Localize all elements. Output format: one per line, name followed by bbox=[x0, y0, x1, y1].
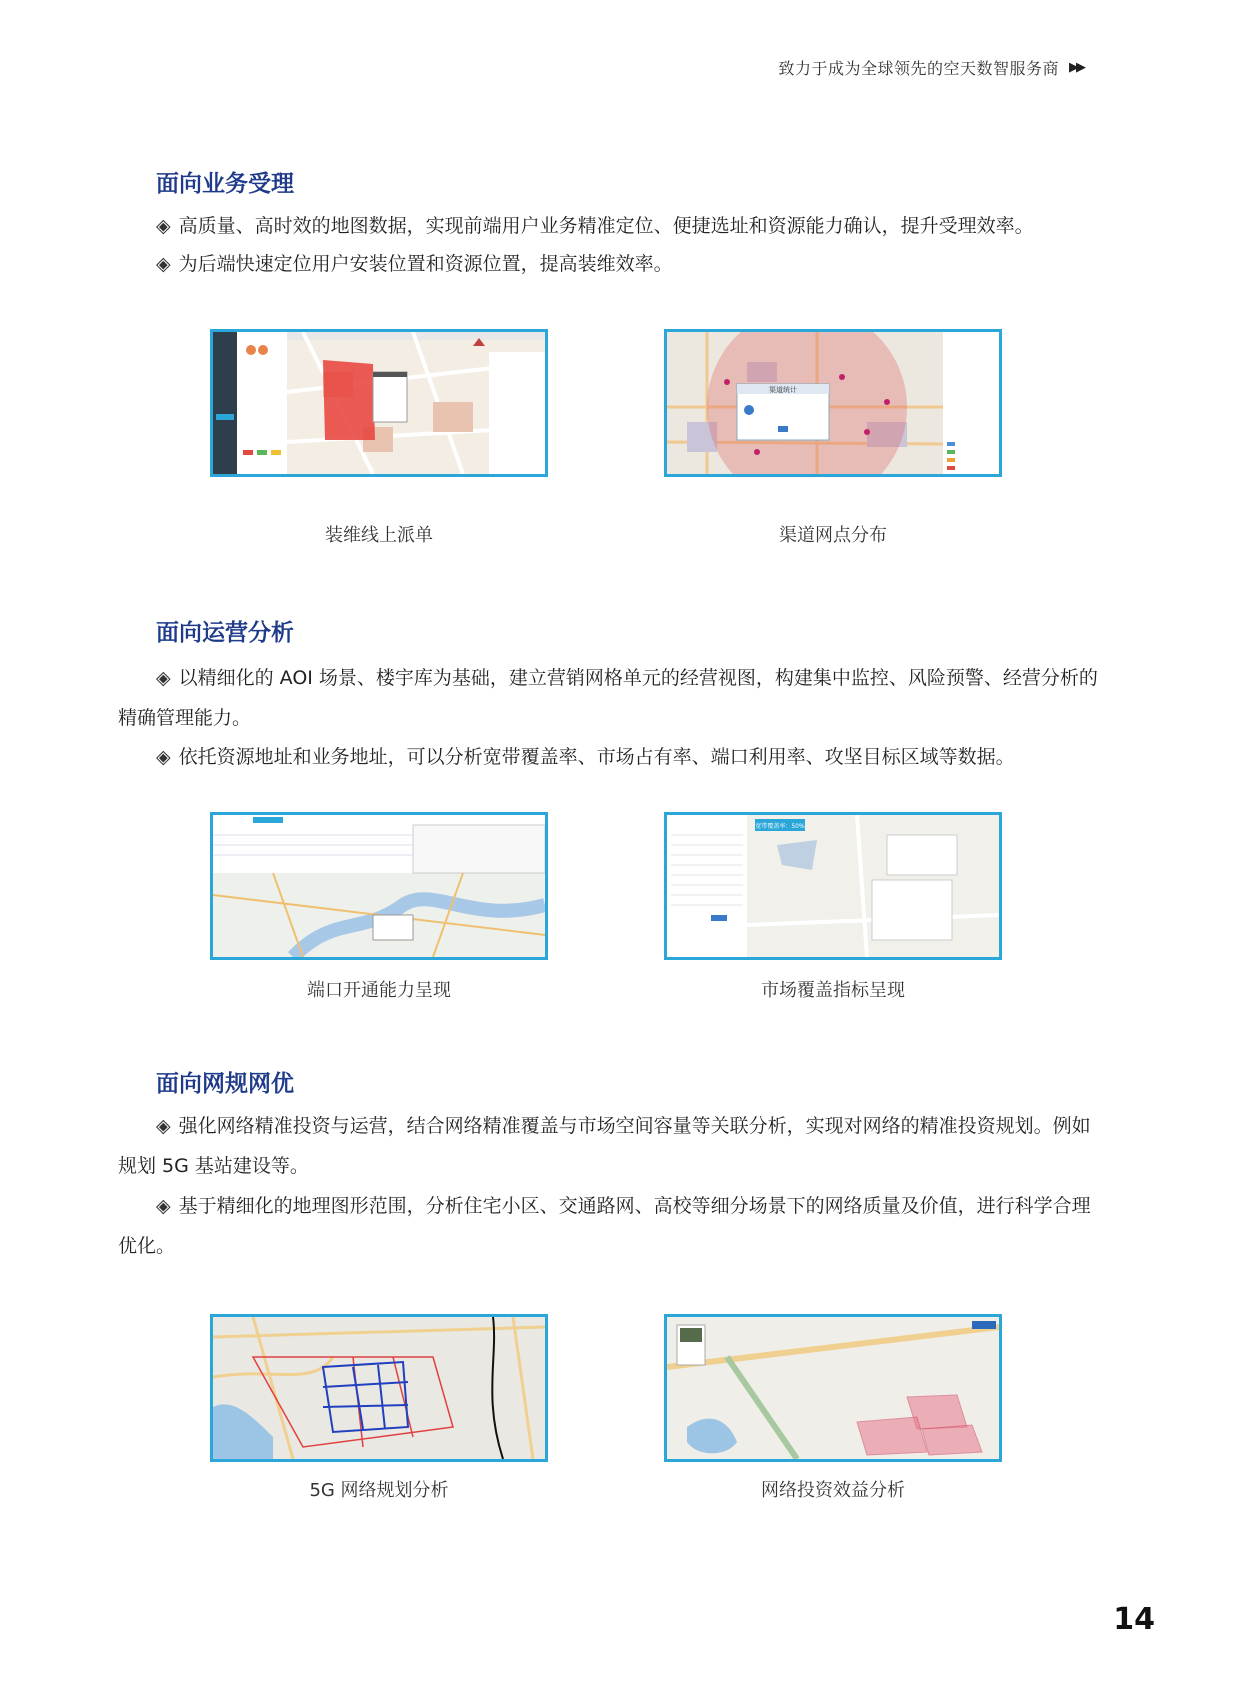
figure-caption: 市场覆盖指标呈现 bbox=[761, 980, 905, 1001]
figure-caption: 5G 网络规划分析 bbox=[309, 1480, 449, 1501]
paragraph: ◈ 高质量、高时效的地图数据，实现前端用户业务精准定位、便捷选址和资源能力确认，提升受理效率。 bbox=[156, 215, 1034, 237]
paragraph: ◈ 为后端快速定位用户安装位置和资源位置，提高装维效率。 bbox=[156, 253, 673, 275]
paragraph: ◈ 强化网络精准投资与运营，结合网络精准覆盖与市场空间容量等关联分析，实现对网络的精准投资规划。例如规划 5G 基站建设等。 bbox=[118, 1115, 1091, 1177]
section-title-business: 面向业务受理 bbox=[156, 171, 294, 197]
figure-5g-screenshot bbox=[210, 1314, 548, 1462]
page-number: 14 bbox=[1113, 1602, 1155, 1637]
diamond-bullet-icon: ◈ bbox=[156, 746, 171, 768]
diamond-bullet-icon: ◈ bbox=[156, 253, 171, 275]
figure-caption: 网络投资效益分析 bbox=[761, 1480, 905, 1501]
figure-channel-screenshot bbox=[664, 329, 1002, 477]
paragraph: ◈ 以精细化的 AOI 场景、楼宇库为基础，建立营销网格单元的经营视图，构建集中监控、风险预警、经营分析的精确管理能力。 bbox=[118, 667, 1098, 729]
coverage-badge: 宽带覆盖率：50% bbox=[755, 823, 805, 830]
figure-caption: 装维线上派单 bbox=[325, 525, 433, 546]
figure-investment-screenshot bbox=[664, 1314, 1002, 1462]
diamond-bullet-icon: ◈ bbox=[156, 667, 171, 689]
dialog-title: 渠道统计 bbox=[769, 386, 797, 394]
figure-port-screenshot bbox=[210, 812, 548, 960]
figure-market-screenshot bbox=[664, 812, 1002, 960]
figure-dispatch-screenshot bbox=[210, 329, 548, 477]
slogan-text: 致力于成为全球领先的空天数智服务商 bbox=[778, 59, 1059, 78]
paragraph: ◈ 基于精细化的地理图形范围，分析住宅小区、交通路网、高校等细分场景下的网络质量及价值，进行科学合理优化。 bbox=[118, 1195, 1091, 1257]
section-title-network: 面向网规网优 bbox=[156, 1071, 294, 1097]
diamond-bullet-icon: ◈ bbox=[156, 215, 171, 237]
diamond-bullet-icon: ◈ bbox=[156, 1115, 171, 1137]
double-arrow-icon: ▶▶ bbox=[1069, 60, 1083, 75]
figure-caption: 渠道网点分布 bbox=[779, 525, 887, 546]
section-title-operation: 面向运营分析 bbox=[156, 620, 294, 646]
figure-caption: 端口开通能力呈现 bbox=[307, 980, 451, 1001]
diamond-bullet-icon: ◈ bbox=[156, 1195, 171, 1217]
paragraph: ◈ 依托资源地址和业务地址，可以分析宽带覆盖率、市场占有率、端口利用率、攻坚目标区域等数据。 bbox=[156, 746, 1015, 768]
header-slogan bbox=[778, 56, 1083, 79]
